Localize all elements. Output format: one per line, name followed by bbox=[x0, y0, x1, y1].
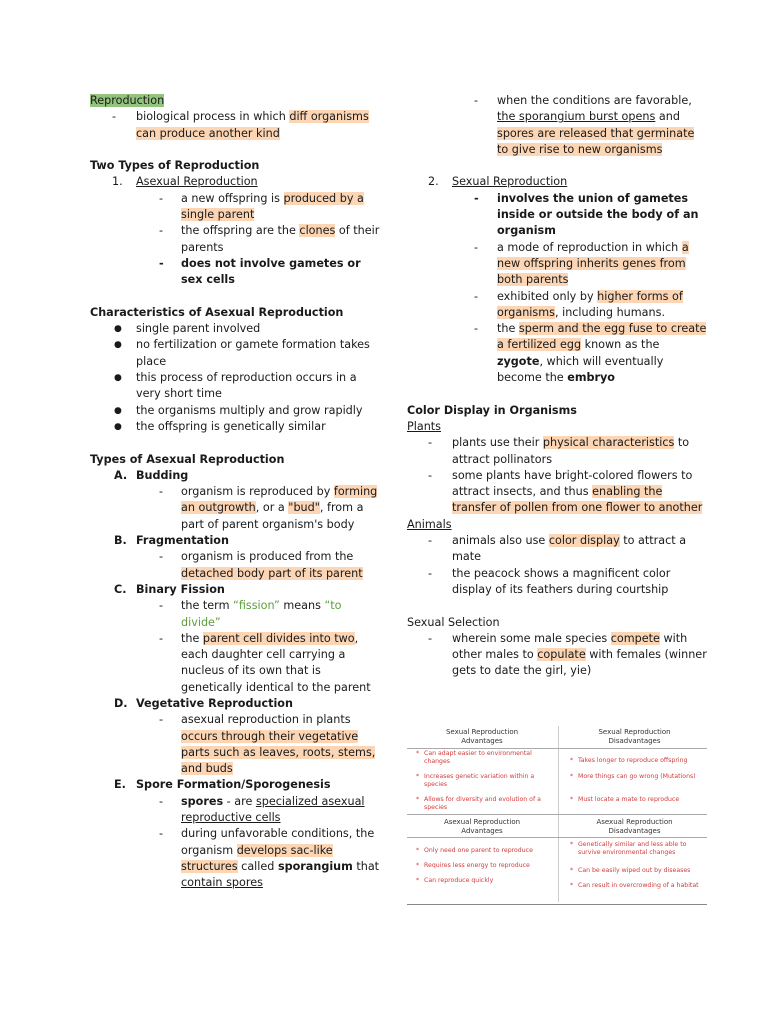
fragmentation-item: B. Fragmentation bbox=[114, 534, 229, 548]
table-item: * Allows for diversity and evolution of a species bbox=[416, 796, 541, 811]
characteristics-heading: Characteristics of Asexual Reproduction bbox=[90, 305, 344, 319]
list-item: - organism is produced from the detached body part of its parent bbox=[159, 550, 363, 580]
types-heading: Two Types of Reproduction bbox=[90, 159, 260, 173]
table-item: * Genetically similar and less able to survive environmental changes bbox=[570, 841, 687, 856]
list-item: - asexual reproduction in plants occurs through their vegetative parts such as leaves, roots, stems, and buds bbox=[159, 713, 376, 776]
asexual-types-heading: Types of Asexual Reproduction bbox=[90, 452, 285, 466]
table-item: * Can be easily wiped out by diseases bbox=[570, 867, 691, 874]
list-item: - the offspring are the clones of their parents bbox=[159, 224, 380, 254]
table-item: * Takes longer to reproduce offspring bbox=[570, 757, 688, 764]
list-item: ● this process of reproduction occurs in a very short time bbox=[114, 371, 357, 401]
vegetative-item: D. Vegetative Reproduction bbox=[114, 696, 293, 710]
list-item: - plants use their physical characteristics to attract pollinators bbox=[428, 436, 690, 466]
binary-fission-item: C. Binary Fission bbox=[114, 582, 225, 596]
list-item: - involves the union of gametes inside or outside the body of an organism bbox=[474, 191, 699, 238]
list-item: - the term “fission” means “to divide” bbox=[159, 599, 342, 629]
list-item: ● no fertilization or gamete formation takes place bbox=[114, 338, 370, 368]
table-divider bbox=[407, 748, 707, 749]
list-item: - does not involve gametes or sex cells bbox=[159, 256, 361, 287]
table-divider bbox=[407, 814, 707, 815]
list-item: - spores - are specialized asexual reproductive cells bbox=[159, 794, 365, 825]
table-header: Sexual Reproduction Disadvantages bbox=[598, 728, 671, 745]
table-item: * Can result in overcrowding of a habitat bbox=[570, 882, 699, 889]
sexual-reproduction-item: 2. Sexual Reproduction bbox=[428, 175, 568, 189]
table-divider bbox=[407, 837, 707, 838]
list-item: - the peacock shows a magnificent color display of its feathers during courtship bbox=[428, 566, 671, 596]
table-header: Asexual Reproduction Advantages bbox=[443, 818, 521, 835]
table-item: * Can reproduce quickly bbox=[416, 877, 494, 884]
right-column bbox=[407, 93, 707, 680]
budding-item: A. Budding bbox=[114, 468, 189, 482]
list-item: - exhibited only by higher forms of organisms, including humans. bbox=[474, 289, 683, 319]
table-item: * Can adapt easier to environmental changes bbox=[416, 750, 532, 765]
doc-title-row bbox=[90, 93, 380, 109]
table-item: * Must locate a mate to reproduce bbox=[570, 796, 680, 803]
plants-subheading: Plants bbox=[407, 419, 442, 433]
table-item: * Increases genetic variation within a species bbox=[416, 773, 535, 788]
reproduction-comparison-table bbox=[407, 724, 707, 905]
list-item: - during unfavorable conditions, the organism develops sac-like structures called sporangium that contain spores bbox=[159, 827, 380, 890]
table-header: Sexual Reproduction Advantages bbox=[445, 728, 519, 745]
animals-subheading: Animals bbox=[407, 517, 452, 531]
table-header: Asexual Reproduction Disadvantages bbox=[596, 818, 673, 835]
dash-bullet: - bbox=[112, 110, 117, 124]
spore-formation-item: E. Spore Formation/Sporogenesis bbox=[114, 778, 331, 792]
list-item: - the sperm and the egg fuse to create a fertilized egg known as the zygote, which will eventually become the embryo bbox=[474, 322, 707, 385]
color-display-heading: Color Display in Organisms bbox=[407, 403, 577, 417]
list-item: - the parent cell divides into two, each daughter cell carrying a nucleus of its own that is genetically identical to the parent bbox=[159, 631, 371, 694]
table-item: * Requires less energy to reproduce bbox=[416, 862, 530, 869]
sexual-selection-subheading: Sexual Selection bbox=[407, 615, 500, 629]
left-column bbox=[90, 93, 380, 892]
list-item: - some plants have bright-colored flowers to attract insects, and thus enabling the transfer of pollen from one flower to another bbox=[428, 468, 703, 515]
definition-item: - biological process in which diff organisms can produce another kind bbox=[112, 110, 369, 140]
list-item: ● the organisms multiply and grow rapidly bbox=[114, 403, 363, 417]
list-item: ● the offspring is genetically similar bbox=[114, 419, 326, 433]
list-item: - wherein some male species compete with other males to copulate with females (winner gets to date the girl, yie) bbox=[428, 631, 707, 678]
list-item: ● single parent involved bbox=[114, 322, 261, 336]
list-item: - animals also use color display to attract a mate bbox=[428, 534, 687, 564]
asexual-reproduction-item: 1. Asexual Reproduction bbox=[112, 175, 258, 189]
list-item: - a mode of reproduction in which a new offspring inherits genes from both parents bbox=[474, 240, 689, 287]
doc-title: Reproduction bbox=[90, 94, 165, 107]
list-item: - organism is reproduced by forming an outgrowth, or a "bud", from a part of parent organism's body bbox=[159, 485, 378, 531]
table-item: * Only need one parent to reproduce bbox=[416, 847, 533, 854]
list-item: - a new offspring is produced by a single parent bbox=[159, 191, 364, 222]
list-item: - when the conditions are favorable, the sporangium burst opens and spores are released that germinate to give rise to new organisms bbox=[474, 94, 695, 156]
table-item: * More things can go wrong (Mutations) bbox=[570, 773, 696, 780]
